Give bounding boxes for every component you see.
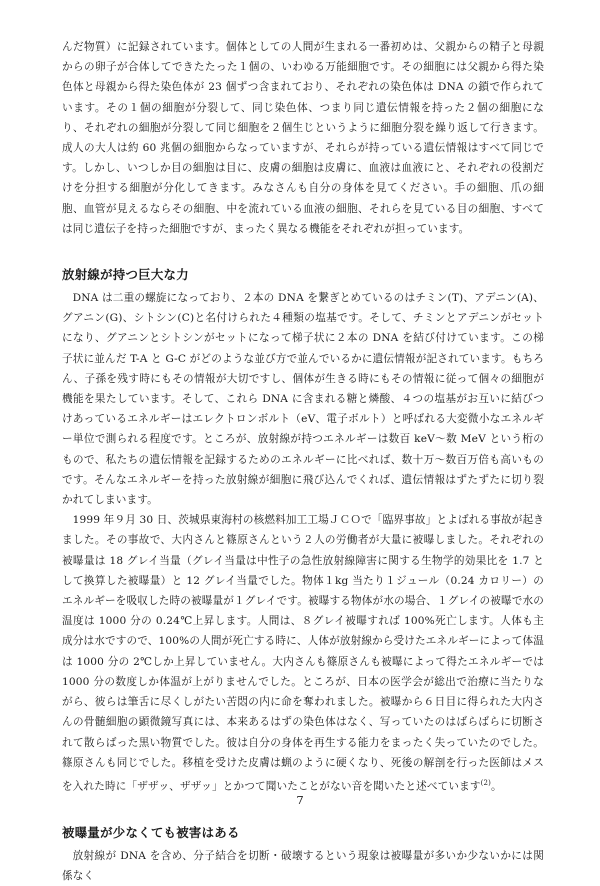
paragraph-3-text: 1999 年９月 30 日、茨城県東海村の核燃料加工工場ＪＣＯで「臨界事故」とよばれる事故が起きました。その事故で、大内さんと篠原さんという２人の労働者が大量に被曝しました。それぞれの被曝量は 18 グレイ当量（グレイ当量は中性子の急性放射線障害に関する生物学的効果比を 1.7 として換算した被曝量）と 12 グレイ当量でした。物体１kg 当たり１ジュール（0.24 カロリー）のエネルギーを吸収した時の被曝量が１グレイです。被曝する物体が水の場合、１グレイの被曝で水の温度は 1000 分の 0.24℃上昇します。人間は、８グレイ被曝すれば 100%死亡します。人体も主成分は水ですので、100%の人間が死亡する時に、人体が放射線から受けたエネルギーによって体温は 1000 分の 2℃しか上昇していません。大内さんも篠原さんも被曝によって得たエネルギーでは 1000 分の数度しか体温が上がりませんでした。ところが、日本の医学会が総出で治療に当たりながら、彼らは筆舌に尽くしがたい苦悶の内に命を奪われました。被曝から６日目に得られた大内さんの骨髄細胞の顕微鏡写真には、本来あるはずの染色体はなく、写っていたのはばらばらに切断されて散らばった黒い物質でした。彼は自分の身体を再生する能力をまったく失っていたのでした。篠原さんも同じでした。移植を受けた皮膚は蝋のように硬くなり、死後の解剖を行った医師はメスを入れた時に「ザザッ、ザザッ」とかつて聞いたことがない音を聞いたと述べています	[62, 514, 544, 793]
page-number: 7	[296, 793, 304, 807]
section-heading-low-dose: 被曝量が少なくても被害はある	[62, 824, 240, 840]
paragraph-4: 放射線が DNA を含め、分子結合を切断・破壊するという現象は被曝量が多いか少ないかには関係なく	[62, 849, 544, 882]
paragraph-2: DNA は二重の螺旋になっており、２本の DNA を繋ぎとめているのはチミン(T)、アデニン(A)、グアニン(G)、シトシン(C)と名付けられた４種類の塩基です。そして、チミンとアデニンがセットになり、グアニンとシトシンがセットになって梯子状に２本の DNA を結び付けています。この梯子状に並んだ T-A と G-C がどのような並び方で並んでいるかに遺伝情報が記されています。もちろん、子孫を残す時にもその情報が大切ですし、個体が生きる時にもその情報に従って個々の細胞が機能を果たしています。そして、これら DNA に含まれる糖と燐酸、４つの塩基がお互いに結びつけあっているエネルギーはエレクトロンボルト（eV、電子ボルト）と呼ばれる大変微小なエネルギー単位で測られる程度です。ところが、放射線が持つエネルギーは数百 keV〜数 MeV という桁のもので、私たちの遺伝情報を記録するためのエネルギーに比べれば、数十万〜数百万倍も高いものです。そんなエネルギーを持った放射線が細胞に飛び込んでくれば、遺伝情報はずたずたに切り裂かれてしまいます。	[62, 292, 544, 507]
section-heading-radiation-power: 放射線が持つ巨大な力	[62, 267, 189, 283]
paragraph-1: んだ物質）に記録されています。個体としての人間が生まれる一番初めは、父親からの精子と母親からの卵子が合体してできたたった１個の、いわゆる万能細胞です。その細胞には父親から得た染色体と母親から得た染色体が 23 個ずつ含まれており、それぞれの染色体は DNA の鎖で作られています。その１個の細胞が分裂して、同じ染色体、つまり同じ遺伝情報を持った２個の細胞になり、それぞれの細胞が分裂して同じ細胞を２個生じというように細胞分裂を繰り返して行きます。成人の大人は約 60 兆個の細胞からなっていますが、それらが持っている遺伝情報はすべて同じです。しかし、いつしか目の細胞は目に、皮膚の細胞は皮膚に、血液は血液にと、それぞれの役割だけを分担する細胞が分化してきます。みなさんも自分の身体を見てください。手の細胞、爪の細胞、血管が見えるならその細胞、中を流れている血液の細胞、それらを見ている目の細胞、すべては同じ遺伝子を持った細胞ですが、まったく異なる機能をそれぞれが担っています。	[62, 41, 544, 235]
paragraph-3-end: 。	[490, 780, 502, 793]
reference-marker: (2)	[480, 778, 491, 787]
paragraph-3	[62, 510, 544, 796]
document-body	[62, 37, 544, 886]
